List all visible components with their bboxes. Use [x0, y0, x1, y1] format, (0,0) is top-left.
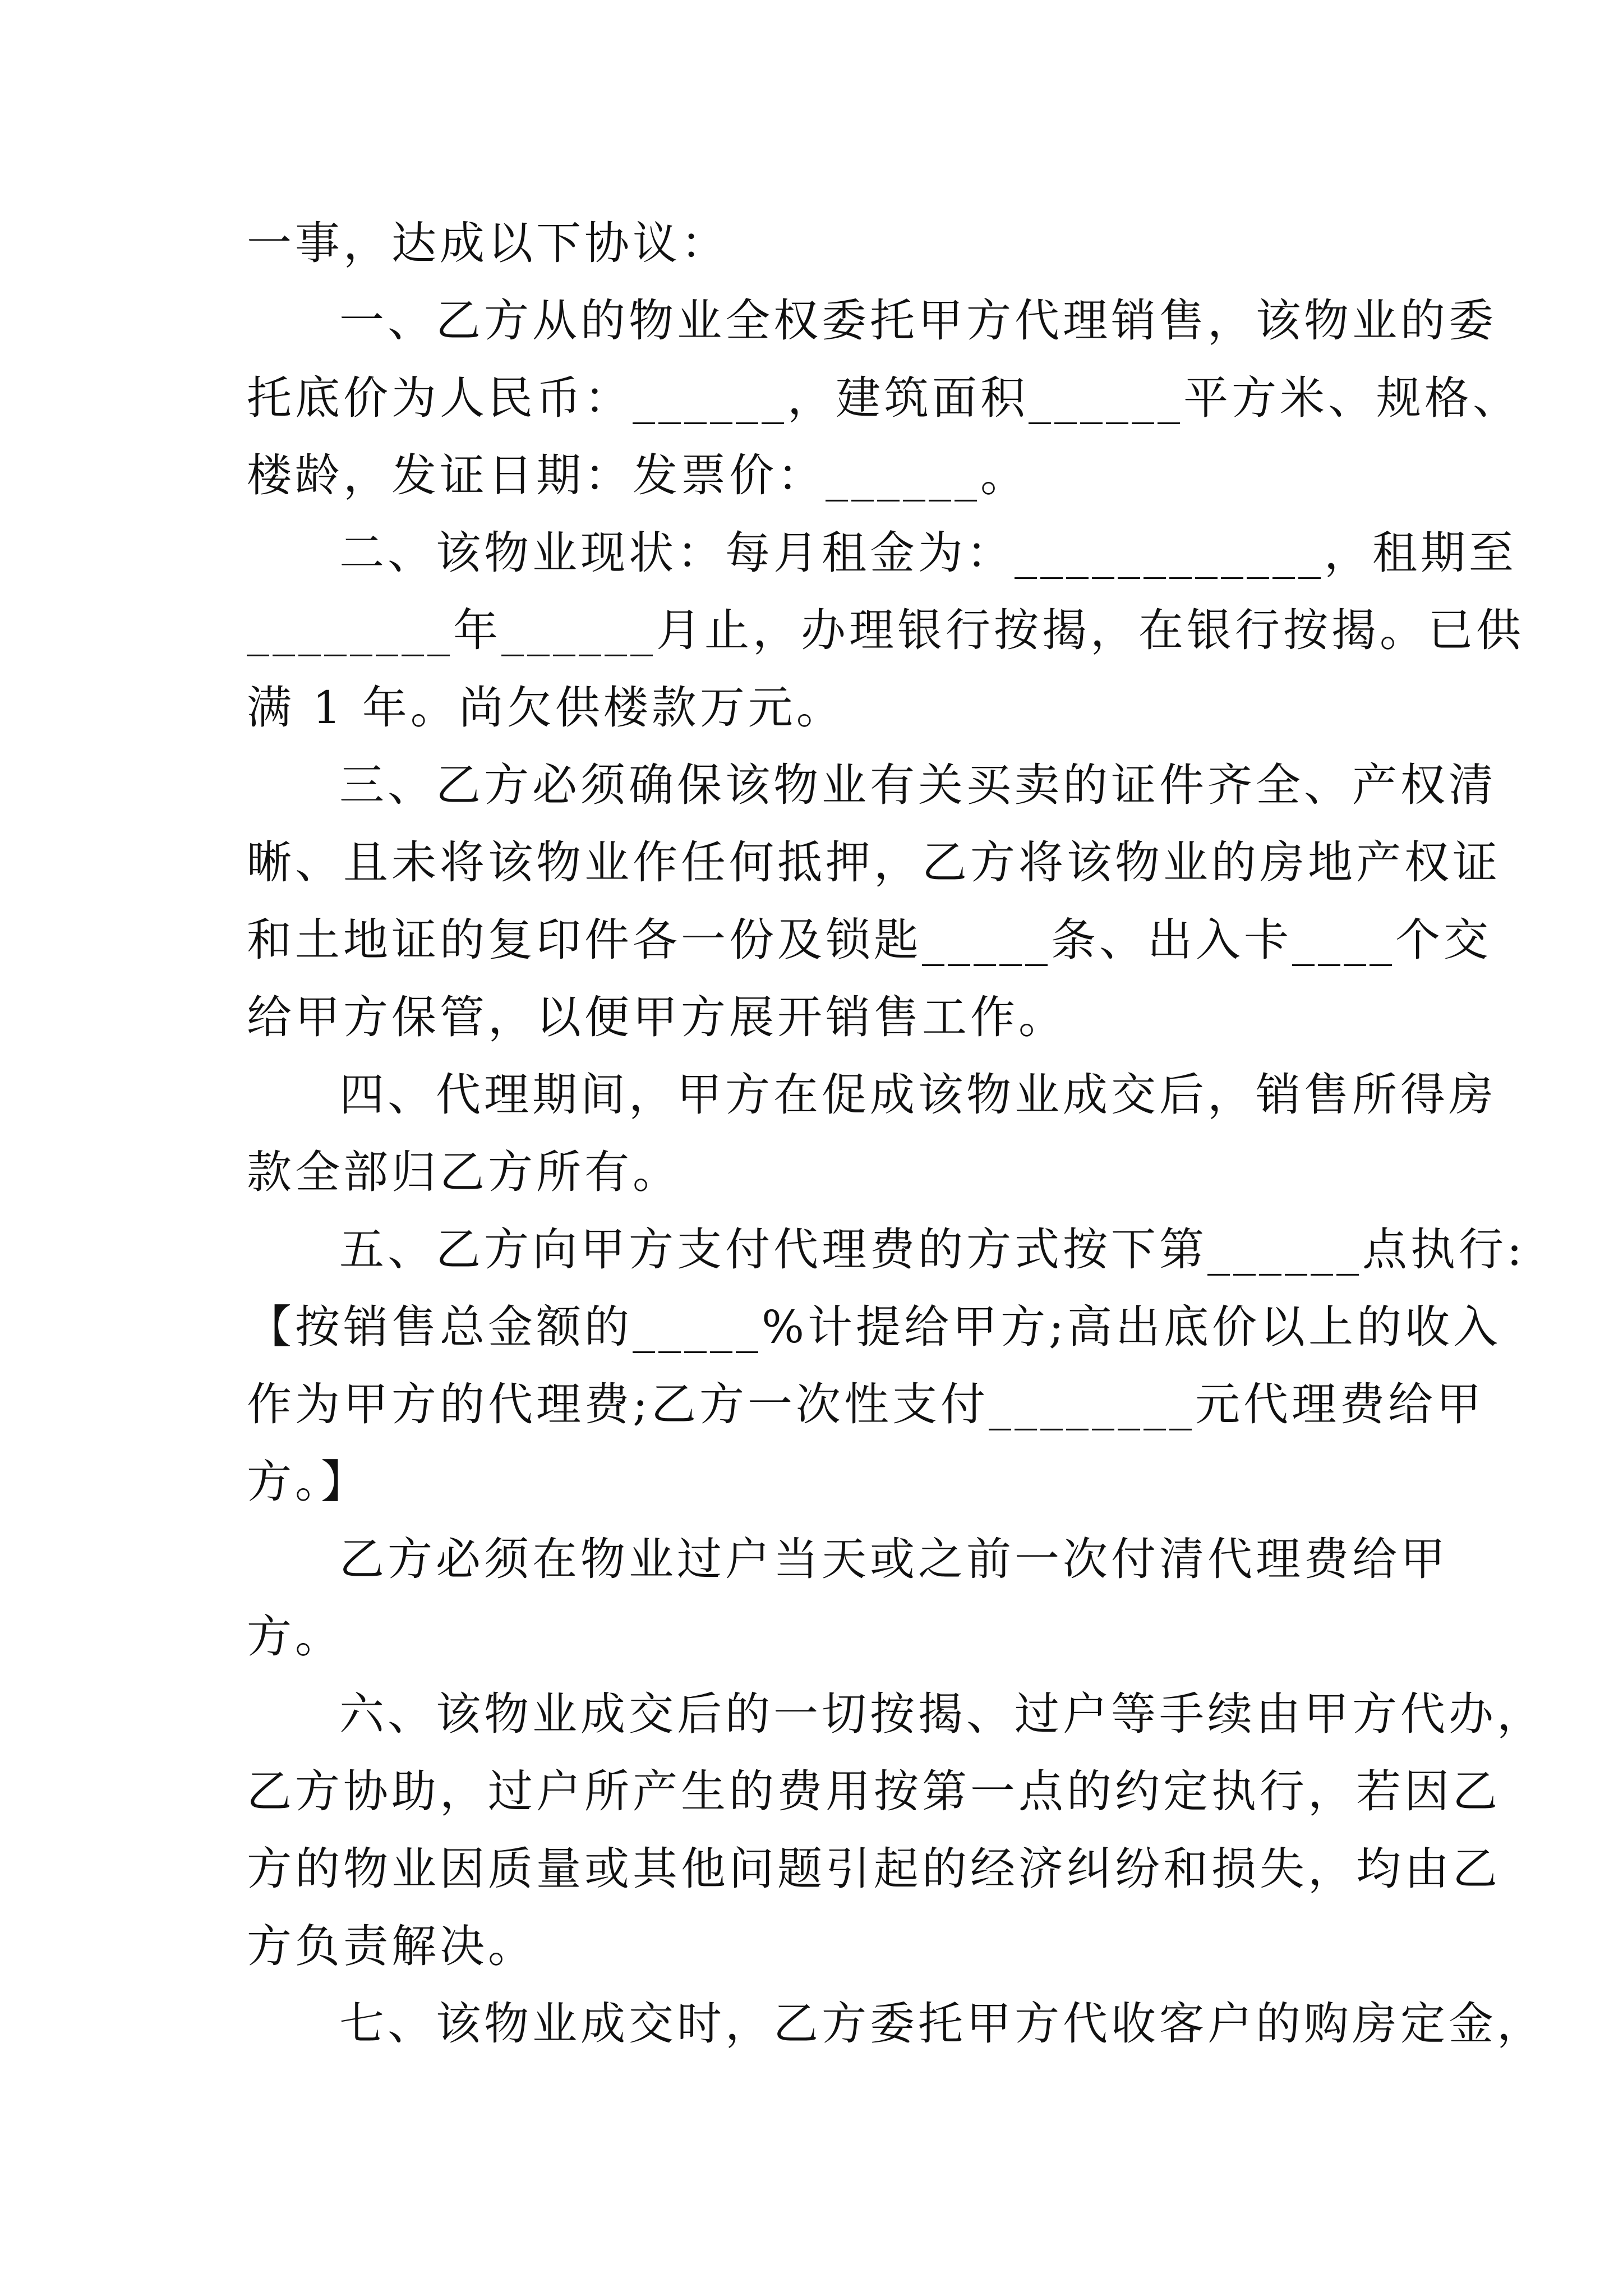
text-line: 方负责解决。: [247, 1920, 536, 1972]
text-line: 一、乙方从的物业全权委托甲方代理销售，该物业的委: [339, 295, 1497, 347]
text-line: 【按销售总金额的_____%计提给甲方;高出底价以上的收入: [247, 1301, 1501, 1353]
text-line: 二、该物业现状：每月租金为：____________，租期至: [339, 527, 1517, 579]
text-line: ________年______月止，办理银行按揭，在银行按揭。已供: [247, 604, 1524, 656]
text-line: 一事，达成以下协议：: [247, 217, 729, 269]
text-line: 和土地证的复印件各一份及锁匙_____条、出入卡____个交: [247, 914, 1492, 966]
text-line: 款全部归乙方所有。: [247, 1146, 681, 1198]
text-line: 作为甲方的代理费;乙方一次性支付________元代理费给甲: [247, 1378, 1484, 1430]
text-line: 七、该物业成交时，乙方委托甲方代收客户的购房定金，: [339, 1998, 1545, 2050]
text-line: 托底价为人民币：______，建筑面积______平方米、规格、: [247, 372, 1521, 424]
text-line: 方。: [247, 1611, 343, 1663]
text-line: 方。】: [247, 1456, 369, 1508]
document-body: [247, 205, 1545, 2063]
text-line: 给甲方保管，以便甲方展开销售工作。: [247, 991, 1067, 1043]
text-line: 三、乙方必须确保该物业有关买卖的证件齐全、产权清: [339, 759, 1497, 811]
text-line: 乙方必须在物业过户当天或之前一次付清代理费给甲: [339, 1533, 1449, 1585]
text-line: 满 1 年。尚欠供楼款万元。: [247, 682, 845, 734]
text-line: 乙方协助，过户所产生的费用按第一点的约定执行，若因乙: [247, 1765, 1501, 1818]
text-line: 五、乙方向甲方支付代理费的方式按下第______点执行:: [339, 1223, 1525, 1276]
text-line: 方的物业因质量或其他问题引起的经济纠纷和损失，均由乙: [247, 1843, 1501, 1895]
text-line: 晰、且未将该物业作任何抵押，乙方将该物业的房地产权证: [247, 836, 1501, 889]
text-line: 四、代理期间，甲方在促成该物业成交后，销售所得房: [339, 1069, 1497, 1121]
text-line: 六、该物业成交后的一切按揭、过户等手续由甲方代办，: [339, 1688, 1545, 1740]
text-line: 楼龄，发证日期：发票价：______。: [247, 449, 1029, 501]
